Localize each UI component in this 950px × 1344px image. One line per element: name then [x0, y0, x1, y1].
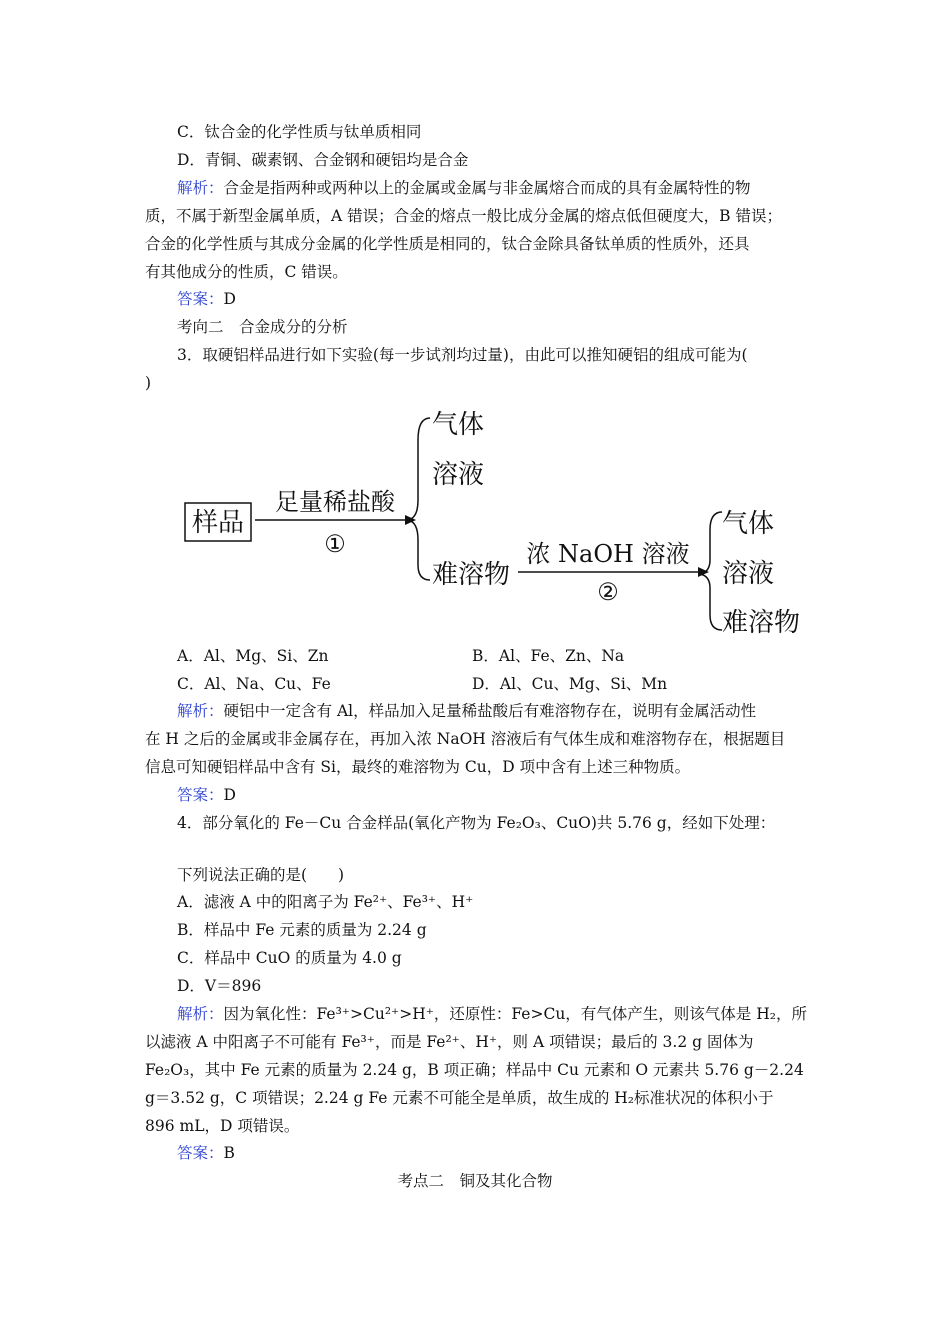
q3-analysis-line1	[177, 700, 756, 722]
step-2-label: ②	[597, 578, 619, 606]
gas-2-label: 气体	[722, 509, 775, 539]
q4-option-a: A．滤液 A 中的阳离子为 Fe²⁺、Fe³⁺、H⁺	[177, 893, 474, 911]
analysis-text: 硬铝中一定含有 Al，样品加入足量稀盐酸后有难溶物存在，说明有金属活动性	[223, 702, 757, 720]
analysis-label: 解析：	[177, 179, 224, 197]
analysis-text: 因为氧化性：Fe³⁺>Cu²⁺>H⁺，还原性：Fe>Cu，有气体产生，则该气体是 H₂，所	[223, 1005, 807, 1023]
q2-analysis-line2: 质，不属于新型金属单质，A 错误；合金的熔点一般比成分金属的熔点低但硬度大，B 错误；	[145, 207, 782, 225]
q2-analysis-line1	[177, 177, 751, 199]
insoluble-2-label: 难溶物	[722, 608, 801, 638]
sample-label: 样品	[191, 508, 245, 538]
q3-option-d: D．Al、Cu、Mg、Si、Mn	[472, 675, 668, 693]
q4-option-d: D．V＝896	[177, 977, 262, 995]
q3-option-a: A．Al、Mg、Si、Zn	[177, 647, 329, 665]
q3-stem-line2: )	[145, 374, 152, 392]
section-heading: 考向二 合金成分的分析	[177, 318, 348, 336]
q4-analysis-line5: 896 mL，D 项错误。	[145, 1117, 300, 1135]
q2-analysis-line4: 有其他成分的性质，C 错误。	[145, 263, 348, 281]
q4-analysis-line2: 以滤液 A 中阳离子不可能有 Fe³⁺，而是 Fe²⁺、H⁺，则 A 项错误；最后的 3.2 g 固体为	[145, 1033, 754, 1051]
q3-flow-diagram	[180, 400, 820, 640]
step-1-label: ①	[324, 530, 346, 558]
solution-2-label: 溶液	[722, 559, 775, 589]
solution-1-label: 溶液	[432, 460, 485, 490]
q4-analysis-line4: g＝3.52 g，C 项错误；2.24 g Fe 元素不可能全是单质，故生成的 H₂标准状况的体积小于	[145, 1089, 774, 1107]
analysis-label: 解析：	[177, 1005, 224, 1023]
q3-analysis-line2: 在 H 之后的金属或非金属存在，再加入浓 NaOH 溶液后有气体生成和难溶物存在，根据题目	[145, 730, 786, 748]
analysis-text: 合金是指两种或两种以上的金属或金属与非金属熔合而成的具有金属特性的物	[223, 179, 751, 197]
q2-option-c: C．钛合金的化学性质与钛单质相同	[177, 123, 422, 141]
q4-analysis-line1	[177, 1003, 807, 1025]
answer-label: 答案：	[177, 290, 224, 308]
answer-value: D	[223, 786, 236, 804]
q2-analysis-line3: 合金的化学性质与其成分金属的化学性质是相同的，钛合金除具备钛单质的性质外，还具	[145, 235, 750, 253]
q2-option-d: D．青铜、碳素钢、合金钢和硬铝均是合金	[177, 151, 469, 169]
answer-value: B	[223, 1144, 235, 1162]
answer-label: 答案：	[177, 1144, 224, 1162]
q4-stem: 4．部分氧化的 Fe－Cu 合金样品(氧化产物为 Fe₂O₃、CuO)共 5.76 g，经如下处理：	[177, 814, 776, 832]
q4-option-b: B．样品中 Fe 元素的质量为 2.24 g	[177, 921, 427, 939]
next-section-heading: 考点二 铜及其化合物	[397, 1172, 553, 1190]
q4-analysis-line3: Fe₂O₃，其中 Fe 元素的质量为 2.24 g，B 项正确；样品中 Cu 元素和 O 元素共 5.76 g－2.24	[145, 1061, 804, 1079]
answer-value: D	[223, 290, 236, 308]
gas-1-label: 气体	[432, 410, 485, 440]
insoluble-1-label: 难溶物	[432, 560, 511, 590]
q3-stem-line1: 3．取硬铝样品进行如下实验(每一步试剂均过量)，由此可以推知硬铝的组成可能为(	[177, 346, 748, 364]
q3-analysis-line3: 信息可知硬铝样品中含有 Si，最终的难溶物为 Cu，D 项中含有上述三种物质。	[145, 758, 691, 776]
analysis-label: 解析：	[177, 702, 224, 720]
reagent-1-label: 足量稀盐酸	[275, 488, 395, 516]
answer-label: 答案：	[177, 786, 224, 804]
q3-option-b: B．Al、Fe、Zn、Na	[472, 647, 625, 665]
reagent-2-label: 浓 NaOH 溶液	[526, 540, 690, 568]
brace-1	[408, 418, 430, 580]
q3-answer	[177, 784, 236, 806]
q3-option-c: C．Al、Na、Cu、Fe	[177, 675, 331, 693]
q4-answer	[177, 1142, 235, 1164]
q4-option-c: C．样品中 CuO 的质量为 4.0 g	[177, 949, 402, 967]
q2-answer	[177, 288, 236, 310]
q4-question: 下列说法正确的是( )	[177, 866, 345, 884]
